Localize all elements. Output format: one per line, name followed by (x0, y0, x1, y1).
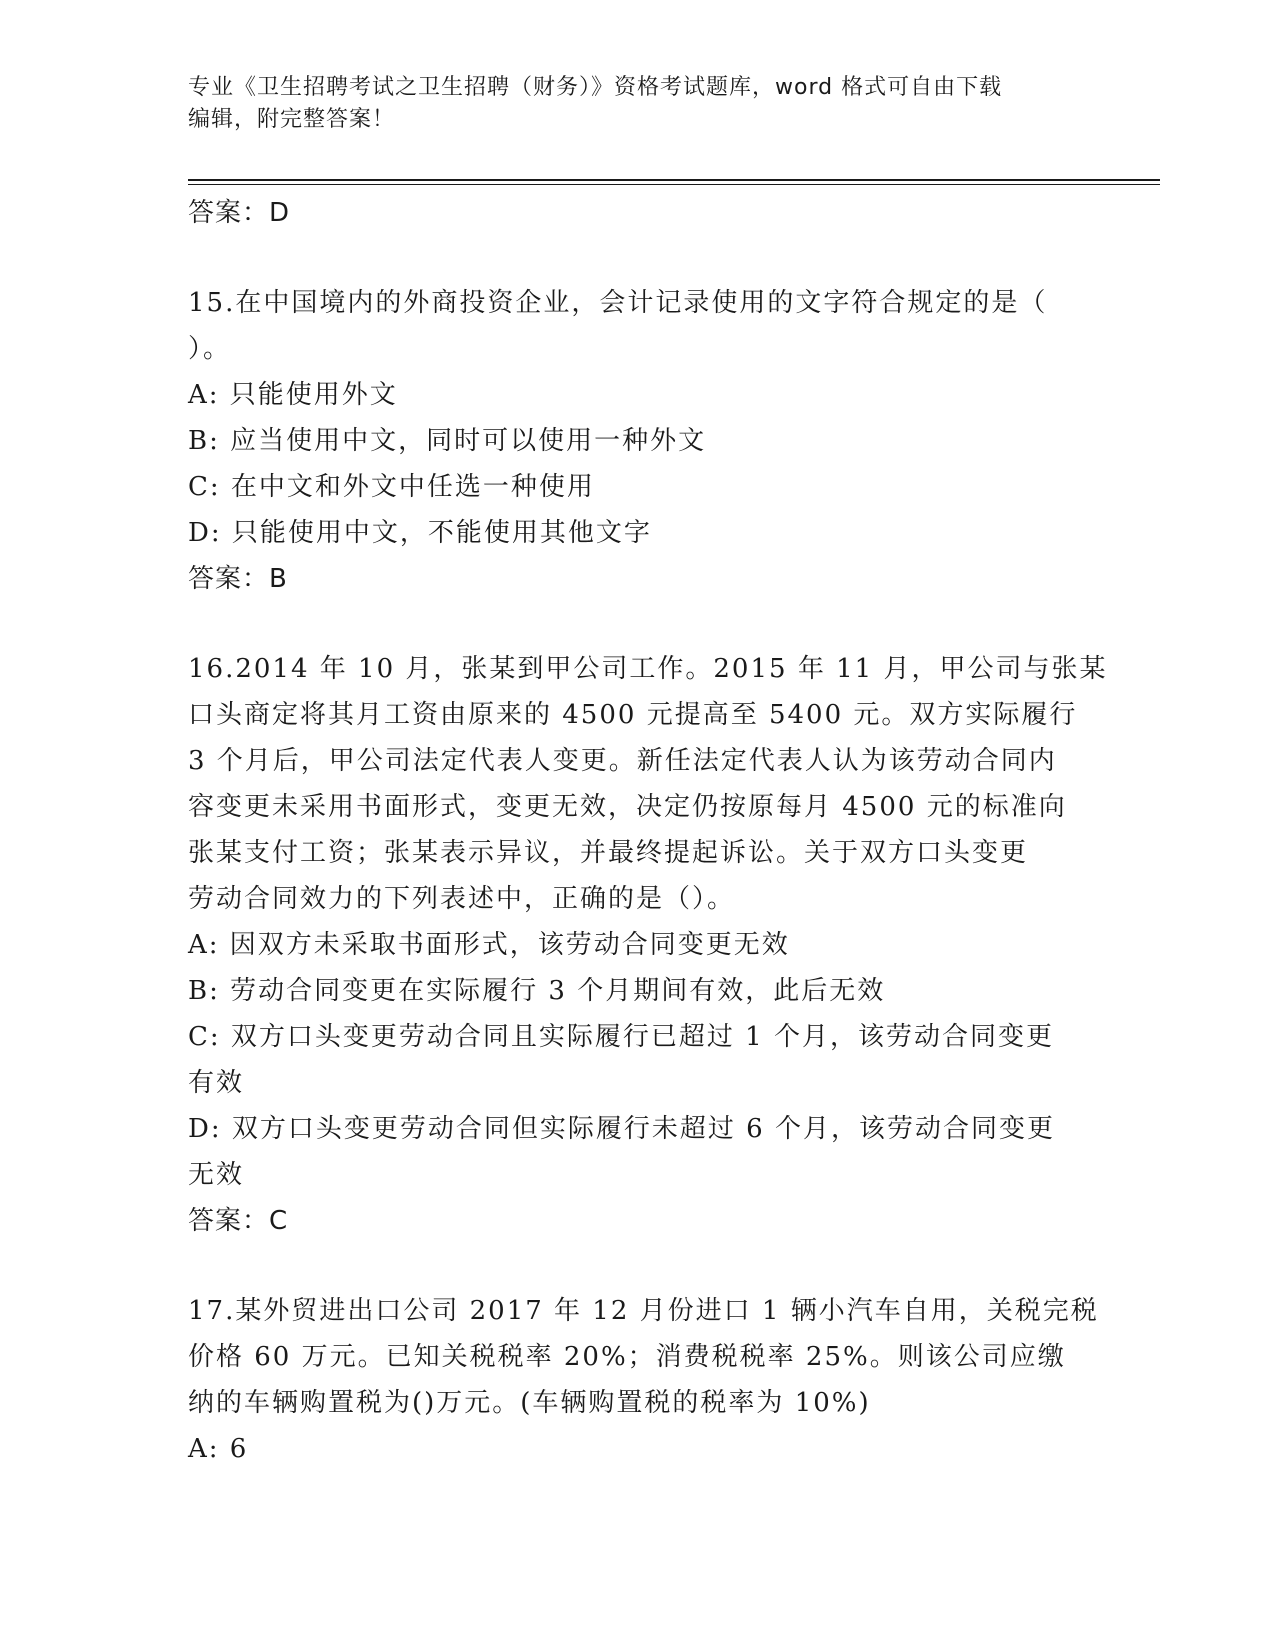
question-stem-line: 张某支付工资；张某表示异议，并最终提起诉讼。关于双方口头变更 (188, 838, 1029, 868)
header-line-1: 专业《卫生招聘考试之卫生招聘（财务）》资格考试题库，word 格式可自由下载 (188, 75, 1003, 100)
page-header (188, 72, 1088, 136)
question-stem-line: 价格 60 万元。已知关税税率 20%；消费税税率 25%。则该公司应缴 (188, 1342, 1066, 1372)
question-17 (188, 1288, 1099, 1472)
question-stem-line: 容变更未采用书面形式，变更无效，决定仍按原每月 4500 元的标准向 (188, 792, 1067, 822)
answer-16: 答案：C (188, 1206, 289, 1236)
answer-15: 答案：B (188, 564, 288, 594)
question-stem-line: 17.某外贸进出口公司 2017 年 12 月份进口 1 辆小汽车自用，关税完税 (188, 1296, 1099, 1326)
question-content (188, 190, 1108, 1472)
question-stem-line: 口头商定将其月工资由原来的 4500 元提高至 5400 元。双方实际履行 (188, 700, 1078, 730)
question-stem-line: 纳的车辆购置税为()万元。(车辆购置税的税率为 10%) (188, 1388, 871, 1418)
question-stem-line: 3 个月后，甲公司法定代表人变更。新任法定代表人认为该劳动合同内 (188, 746, 1057, 776)
question-stem-line: 16.2014 年 10 月，张某到甲公司工作。2015 年 11 月，甲公司与张某 (188, 654, 1108, 684)
header-line-2: 编辑，附完整答案！ (188, 107, 396, 132)
option-b: B: 劳动合同变更在实际履行 3 个月期间有效，此后无效 (188, 976, 886, 1006)
option-a: A: 因双方未采取书面形式，该劳动合同变更无效 (188, 930, 790, 960)
option-a: A: 6 (188, 1434, 249, 1464)
option-d-continued: 无效 (188, 1160, 245, 1190)
option-d: D: 双方口头变更劳动合同但实际履行未超过 6 个月，该劳动合同变更 (188, 1114, 1055, 1144)
question-15 (188, 280, 1088, 602)
option-a: A: 只能使用外文 (188, 380, 398, 410)
header-rule-thick (188, 179, 1160, 181)
option-c-continued: 有效 (188, 1068, 245, 1098)
answer-previous: 答案：D (188, 198, 291, 228)
header-rule-thin (188, 184, 1160, 185)
question-stem-line: ）。 (188, 334, 232, 364)
question-stem-line: 劳动合同效力的下列表述中，正确的是（）。 (188, 884, 736, 914)
option-c: C: 在中文和外文中任选一种使用 (188, 472, 595, 502)
question-16 (188, 646, 1108, 1244)
question-stem-line: 15.在中国境内的外商投资企业，会计记录使用的文字符合规定的是（ (188, 288, 1048, 318)
option-d: D: 只能使用中文，不能使用其他文字 (188, 518, 652, 548)
option-b: B: 应当使用中文，同时可以使用一种外文 (188, 426, 707, 456)
option-c: C: 双方口头变更劳动合同且实际履行已超过 1 个月，该劳动合同变更 (188, 1022, 1054, 1052)
